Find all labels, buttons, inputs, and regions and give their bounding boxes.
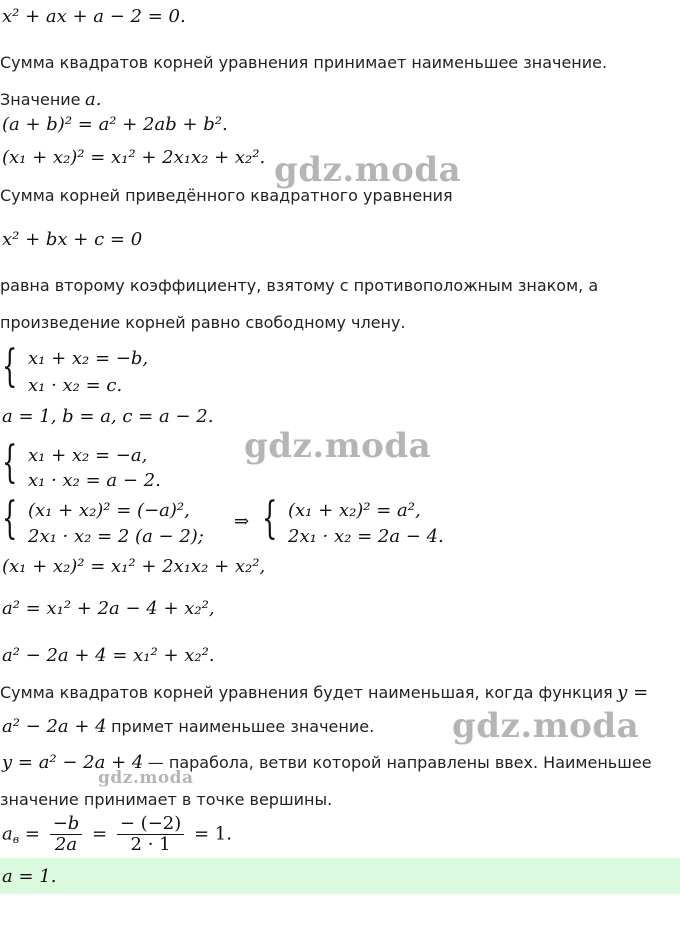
system4-line1: (x₁ + x₂)² = a², <box>288 500 421 521</box>
identity-roots-square: (x₁ + x₂)² = x₁² + 2x₁x₂ + x₂². <box>2 147 266 168</box>
system-brace: { <box>262 493 278 544</box>
vertex-subscript: в <box>12 832 20 846</box>
system3-line1: (x₁ + x₂)² = (−a)², <box>28 500 190 521</box>
fraction-2-denominator: 2 · 1 <box>130 834 171 855</box>
system1-line2: x₁ · x₂ = c. <box>28 375 123 396</box>
conclusion-line-2 <box>2 716 374 737</box>
system2-line1: x₁ + x₂ = −a, <box>28 445 148 466</box>
watermark: gdz.moda <box>452 706 640 746</box>
system1-line1: x₁ + x₂ = −b, <box>28 348 149 369</box>
conclusion-expression: a² − 2a + 4 <box>2 716 107 737</box>
vieta-intro: Сумма корней приведённого квадратного уравнения <box>0 186 453 205</box>
system-brace: { <box>2 493 18 544</box>
vieta-text-1: равна второму коэффициенту, взятому с противоположным знаком, а <box>0 276 599 295</box>
given-equation: x² + ax + a − 2 = 0. <box>2 6 186 27</box>
system-brace: { <box>2 437 18 488</box>
parabola-text: — парабола, ветви которой направлены ввех. Наименьшее <box>147 753 652 772</box>
step-2: a² = x₁² + 2a − 4 + x₂², <box>2 598 215 619</box>
watermark: gdz.moda <box>98 768 194 788</box>
find-label: Значение <box>0 90 81 109</box>
implies-arrow: ⇒ <box>234 511 250 532</box>
system3-line2: 2x₁ · x₂ = 2 (a − 2); <box>28 526 204 547</box>
answer-highlight <box>0 858 680 894</box>
watermark: gdz.moda <box>244 426 432 466</box>
vieta-text-2: произведение корней равно свободному члену. <box>0 313 406 332</box>
system-brace: { <box>2 341 18 392</box>
find-variable: a. <box>84 89 102 110</box>
reduced-equation: x² + bx + c = 0 <box>2 229 143 250</box>
parabola-expression: y = a² − 2a + 4 <box>2 752 144 773</box>
fraction-2-numerator: − (−2) <box>117 814 184 835</box>
task-statement: Сумма квадратов корней уравнения принимает наименьшее значение. <box>0 53 608 72</box>
identity-square-sum: (a + b)² = a² + 2ab + b². <box>2 114 228 135</box>
vertex-result: = 1. <box>194 823 232 845</box>
fraction-2 <box>117 814 184 855</box>
watermark: gdz.moda <box>274 150 462 190</box>
coefficients-line: a = 1, b = a, c = a − 2. <box>2 406 214 427</box>
conclusion-tail: примет наименьшее значение. <box>111 717 375 736</box>
fraction-1-numerator: −b <box>50 814 83 835</box>
answer: a = 1. <box>2 866 57 887</box>
vertex-text: значение принимает в точке вершины. <box>0 790 333 809</box>
system2-line2: x₁ · x₂ = a − 2. <box>28 470 161 491</box>
conclusion-text: Сумма квадратов корней уравнения будет наименьшая, когда функция <box>0 683 613 702</box>
conclusion-variable: y = <box>617 682 649 703</box>
step-3: a² − 2a + 4 = x₁² + x₂². <box>2 645 215 666</box>
fraction-1-denominator: 2a <box>54 834 78 855</box>
vertex-lhs: a <box>2 823 13 845</box>
system4-line2: 2x₁ · x₂ = 2a − 4. <box>288 526 444 547</box>
find-line <box>0 89 101 110</box>
fraction-1 <box>50 814 83 855</box>
step-1: (x₁ + x₂)² = x₁² + 2x₁x₂ + x₂², <box>2 556 266 577</box>
conclusion-line <box>0 682 648 703</box>
vertex-formula: $a_в$ = $\frac{-b}{2a}$ = $\frac{- (-2)}{2 \cdot 1}$ = 1. <box>2 813 232 855</box>
